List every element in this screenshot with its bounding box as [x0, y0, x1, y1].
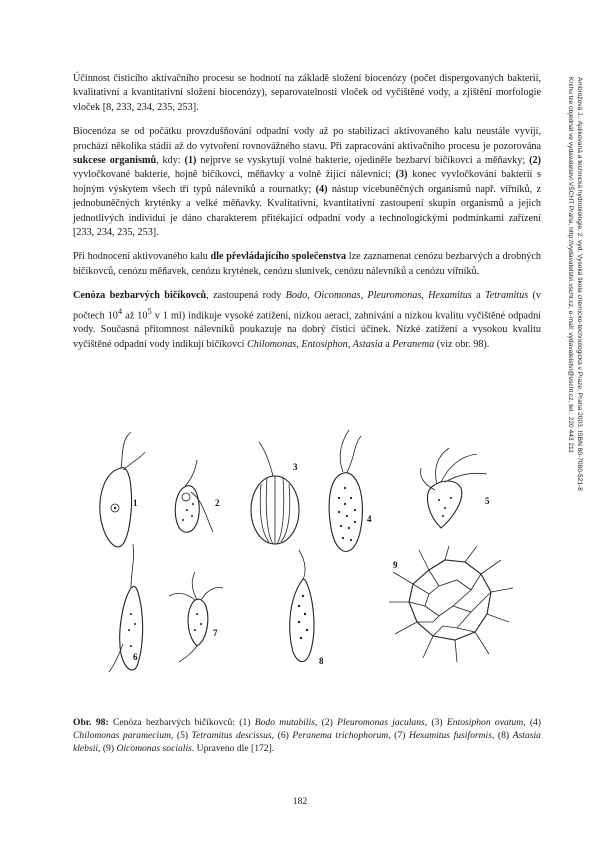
paragraph-community: Při hodnocení aktivovaného kalu dle převládajícího společenstva lze zaznamenat cenózu bezbarvých a drobných bičíkovců, cenózu měňavek, cenózu krytének, cenózu slunivek, cenózu nálevníků a cenózu vířníků. — [73, 251, 541, 277]
organism-1-drawing — [100, 432, 145, 547]
figure-caption: Obr. 98: Cenóza bezbarvých bičíkovců: (1) Bodo mutabilis, (2) Pleuromonas jaculans, (3) Entosiphon ovatum, (4) Chilomonas paramecium, (5) Tetramitus descissus, (6) Peranema trichophorum, (7) Hexamitus fusiformis, (8) Astasia klebsii, (9) Oicomonas socialis. Upraveno dle [172]. — [73, 717, 542, 754]
paragraph-succession: Biocenóza se od počátku provzdušňování odpadní vody až po stabilizaci aktivovaného kalu neustále vyvíjí, prochází několika stádii až do vytvoření rovnovážného stavu. Při zapracování aktivačního procesu je pozorována sukcese organismů, kdy: (1) nejprve se vyskytují volné bakterie, ojediněle bezbarví bičíkovci a měňavky; (2) vyvločkované bakterie, hojně bičíkovci, měňavky a volně žijící nálevníci; (3) konec vyvločkování bakterií s hojným výskytem všech tří typů nálevníků a rournatky; (4) nástup vícebuněčných organismů např. vířníků, z jednobuněčných kryténky a velké měňavky. Kvalitativní, kvantitativní zastoupení skupin organismů a jejich jednotlivých individuí je dáno charakterem přitékající odpadní vody a technologickými podmínkami zařízení [233, 234, 235, 253]. — [73, 126, 541, 239]
label-5: 5 — [485, 496, 490, 506]
organism-4-drawing — [329, 430, 362, 551]
organism-7-drawing — [169, 572, 223, 662]
label-1: 1 — [133, 498, 138, 508]
label-9: 9 — [393, 560, 398, 570]
organism-8-drawing — [290, 550, 314, 662]
label-3: 3 — [293, 462, 298, 472]
label-4: 4 — [367, 514, 372, 524]
label-7: 7 — [213, 628, 218, 638]
organism-5-drawing — [421, 448, 487, 528]
label-6: 6 — [133, 652, 138, 662]
body-text — [73, 72, 541, 362]
flagellates-illustration — [73, 400, 541, 700]
organism-9-drawing — [389, 546, 513, 662]
page-number: 182 — [292, 796, 308, 807]
margin-citation-line-1: Ambrožová J.: Aplikovaná a technická hydrobiologie. 2. vyd. Vysoká škola chemicko-technologická v Praze, Praha 2003. ISBN 80-7080-521-8 — [576, 77, 583, 491]
label-2: 2 — [215, 498, 220, 508]
organism-6-drawing — [109, 544, 143, 672]
margin-citation — [567, 77, 585, 617]
paragraph-efficiency: Účinnost čisticího aktivačního procesu se hodnotí na základě složení biocenózy (počet dispergovaných bakterií, kvalitativní a kvantitativní složení biocenózy), separovatelnosti vloček od vyčištěné vody, a zjištění morfologie vloček [8, 233, 234, 235, 253]. — [73, 73, 541, 113]
figure-flagellates — [73, 400, 541, 700]
paragraph-flagellates: Cenóza bezbarvých bičíkovců, zastoupená rody Bodo, Oicomonas, Pleuromonas, Hexamitus a Tetramitus (v počtech $10^4$ až $10^5$ v 1 ml) indikuje vysoké zatížení, nízkou aeraci, zahnívání a nízkou kvalitu vyčištěné odpadní vody. Současná přítomnost nálevníků poukazuje na dobrý čisticí účinek. Nízké zatížení a vysokou kvalitu vyčištěné odpadní vody indikují bičíkovci Chilomonas, Entosiphon, Astasia a Peranema (viz obr. 98). — [73, 290, 542, 350]
label-8: 8 — [319, 656, 324, 666]
organism-3-drawing — [251, 442, 299, 544]
organism-2-drawing — [175, 460, 213, 532]
margin-citation-line-2: Knihu lze objednat ve vydavatelství VŠCHT Praha, http://vydavatelstvi.vscht.cz, e-mail: vydavatelstvi@vscht.cz, tel.: 220 443 211 — [567, 77, 575, 453]
